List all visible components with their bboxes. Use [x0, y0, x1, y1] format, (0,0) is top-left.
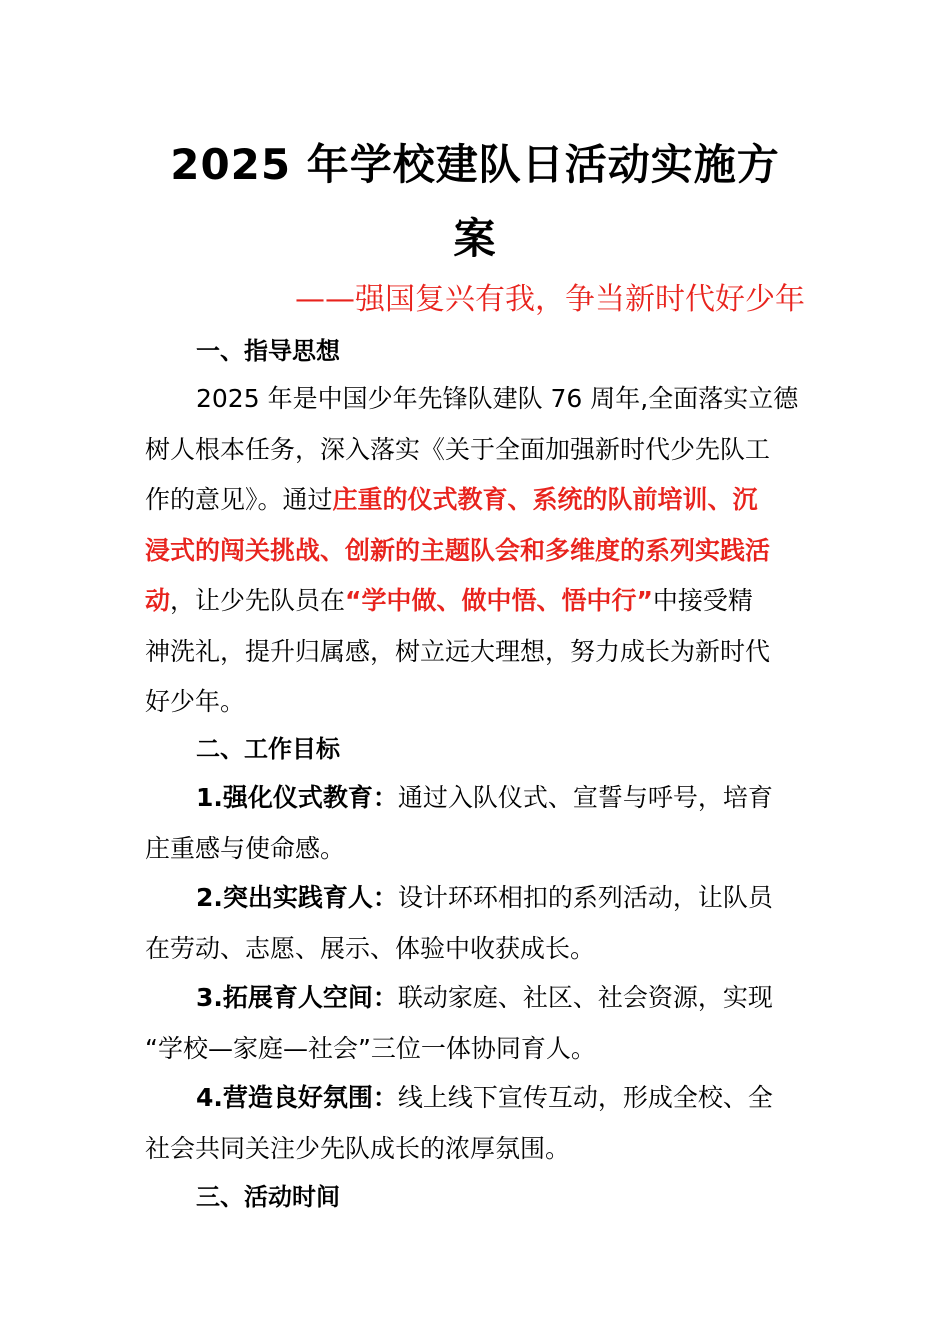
goal-item-2-text1: 设计环环相扣的系列活动，让队员	[397, 883, 773, 912]
goal-item-2-line1	[145, 873, 810, 924]
section1-line4-emphasis: 浸式的闯关挑战、创新的主题队会和多维度的系列实践活	[145, 535, 771, 565]
goal-item-1-line1	[145, 773, 810, 824]
section1-line1: 2025 年是中国少年先锋队建队 76 周年,全面落实立德	[196, 384, 799, 413]
goal-item-2-label: 2.突出实践育人：	[196, 883, 398, 912]
section1-heading: 一、指导思想	[196, 337, 340, 365]
section1-line5-emphasis-a: 动	[145, 586, 171, 615]
goal-item-4-text1: 线上线下宣传互动，形成全校、全	[397, 1083, 773, 1112]
goal-item-2-text2: 在劳动、志愿、展示、体验中收获成长。	[145, 933, 596, 963]
section1-line5-text-c: 中接受精	[652, 586, 753, 615]
goal-item-4-line1	[145, 1073, 810, 1124]
goal-item-3-text2: “学校—家庭—社会”三位一体协同育人。	[145, 1033, 596, 1063]
goal-item-1	[145, 773, 810, 874]
section1-line3-text: 作的意见》。通过	[145, 485, 333, 514]
goal-item-2	[145, 873, 810, 974]
goal-item-3	[145, 973, 810, 1074]
goal-item-1-text2: 庄重感与使命感。	[145, 833, 346, 863]
document-title-line1: 2025 年学校建队日活动实施方	[170, 140, 780, 189]
section1-line5	[145, 576, 810, 627]
section1-line3-emphasis: 庄重的仪式教育、系统的队前培训、沉	[332, 485, 758, 514]
section1-paragraph	[145, 374, 810, 728]
goal-item-3-text1: 联动家庭、社区、社会资源，实现	[397, 983, 773, 1012]
goal-item-4-label: 4.营造良好氛围：	[196, 1083, 398, 1112]
document-title-line2: 案	[453, 214, 497, 263]
goal-item-3-line1	[145, 973, 810, 1024]
section1-line2: 树人根本任务，深入落实《关于全面加强新时代少先队工	[145, 434, 771, 464]
section1-line7: 好少年。	[145, 687, 246, 716]
section2-heading: 二、工作目标	[196, 735, 340, 763]
goal-item-1-text1: 通过入队仪式、宣誓与呼号，培育	[397, 783, 773, 812]
section1-line3	[145, 475, 810, 526]
section1-line6: 神洗礼，提升归属感，树立远大理想，努力成长为新时代	[145, 636, 771, 666]
goal-item-3-label: 3.拓展育人空间：	[196, 983, 398, 1012]
goal-item-1-label: 1.强化仪式教育：	[196, 783, 398, 812]
document-subtitle: ——强国复兴有我，争当新时代好少年	[295, 282, 805, 317]
goal-item-4	[145, 1073, 810, 1174]
section3-heading: 三、活动时间	[196, 1183, 340, 1211]
section1-line5-emphasis-quote: “学中做、做中悟、悟中行”	[345, 586, 653, 615]
goal-item-4-text2: 社会共同关注少先队成长的浓厚氛围。	[145, 1133, 571, 1163]
section1-line5-text-b: ，让少先队员在	[170, 586, 346, 615]
